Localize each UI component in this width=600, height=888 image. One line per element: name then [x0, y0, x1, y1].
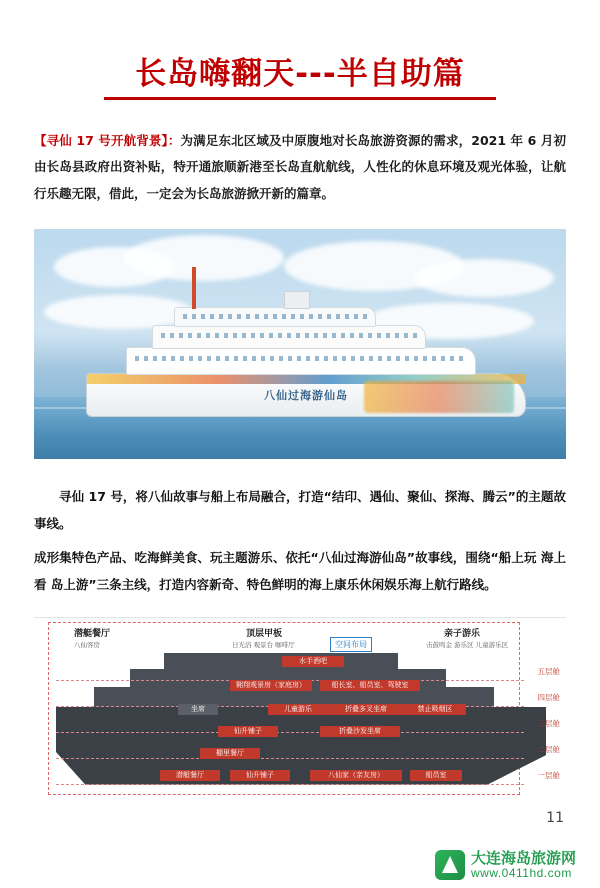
- diagram-category-label: 潜艇餐厅: [74, 628, 111, 639]
- deck-level-mark: 二层舱: [537, 744, 560, 754]
- deck-level-mark: 四层舱: [537, 692, 560, 702]
- deck-level-mark: 五层舱: [537, 666, 560, 676]
- window-row: [183, 314, 367, 319]
- site-watermark: [435, 850, 576, 880]
- ship-deck-upper: [174, 307, 376, 327]
- ship-photo: [34, 229, 566, 459]
- page-title: 长岛嗨翻天---半自助篇: [135, 56, 465, 92]
- deck-divider-line: [56, 784, 524, 785]
- cloud-shape: [414, 259, 554, 297]
- facility-chip: 仙升铺子: [218, 726, 278, 737]
- bow-artwork: [364, 381, 514, 413]
- body-paragraph-2: [34, 544, 566, 599]
- body-paragraph-1: [34, 483, 566, 538]
- watermark-url: www.0411hd.com: [470, 865, 572, 880]
- deck-level-mark: 一层舱: [537, 770, 560, 780]
- diagram-category-label: 顶层甲板: [246, 628, 283, 639]
- mountain-logo-icon: [435, 850, 465, 880]
- deck-divider-line: [56, 758, 524, 759]
- ship-funnel: [284, 291, 310, 309]
- intro-lead-label: 【寻仙 17 号开航背景】：: [34, 133, 181, 148]
- facility-chip: 船员室: [410, 770, 462, 781]
- title-underline: [104, 97, 496, 100]
- ship-deck-middle: [152, 325, 426, 349]
- diagram-category-sub: 八仙客房: [74, 640, 100, 649]
- facility-chip: 八仙家（亲友房）: [310, 770, 402, 781]
- facility-chip: 仙升铺子: [230, 770, 290, 781]
- diagram-category-sub: 击鼓鸣金 游乐区 儿童游乐区: [426, 640, 509, 649]
- facility-chip: 船长室、船员室、驾驶室: [320, 680, 420, 691]
- facility-chip: 潜艇餐厅: [160, 770, 220, 781]
- body-paragraph-2-text: 成形集特色产品、吃海鲜美食、玩主题游乐、依托“八仙过海游仙岛”故事线，围绕“船上玩 海上看 岛上游”三条主线，打造内容新奇、特色鲜明的海上康乐休闲娱乐海上航行路线。: [34, 549, 566, 593]
- deck-layout-diagram: [34, 617, 566, 803]
- body-paragraph-1-text: 寻仙 17 号，将八仙故事与船上布局融合，打造“结印、遇仙、聚仙、探海、腾云”的主题故事线。: [34, 488, 566, 532]
- deck-level-mark: 三层舱: [537, 718, 560, 728]
- window-row: [161, 333, 417, 338]
- document-page: [0, 48, 600, 888]
- deck-divider-line: [56, 732, 524, 733]
- ship-mast: [192, 267, 196, 309]
- facility-chip: 折叠多叉坐席: [326, 704, 406, 715]
- window-row: [135, 356, 467, 361]
- facility-chip: 禁止吸烟区: [404, 704, 466, 715]
- facility-chip: 棚里餐厅: [200, 748, 260, 759]
- ship-name-text: 八仙过海游仙岛: [264, 388, 348, 402]
- diagram-category-label: 亲子游乐: [444, 628, 481, 639]
- watermark-brand: 大连海岛旅游网: [470, 848, 576, 867]
- facility-chip: 翱翔观景房（家庭房）: [230, 680, 312, 691]
- facility-chip: 折叠沙发坐席: [320, 726, 400, 737]
- page-number: 11: [546, 810, 564, 826]
- intro-paragraph: [34, 128, 566, 207]
- ship-deck-lower: [126, 347, 476, 375]
- diagram-space-layout-box: 空间布局: [330, 637, 372, 652]
- facility-chip: 坐席: [178, 704, 218, 715]
- diagram-deck-4: [164, 653, 398, 669]
- intro-body-text: 为满足东北区域及中原腹地对长岛旅游资源的需求，2021 年 6 月初由长岛县政府出资补贴，特开通旅顺新港至长岛直航航线，人性化的休息环境及观光体验，让航行乐趣无限，借此，一定会为长岛旅游掀开新的篇章。: [34, 133, 566, 201]
- facility-chip: 儿童游乐: [268, 704, 328, 715]
- diagram-category-sub: 日光浴 观景台 咖啡厅: [232, 640, 295, 649]
- watermark-text: [470, 848, 576, 880]
- cloud-shape: [124, 235, 284, 281]
- facility-chip: 水手酒吧: [282, 656, 344, 667]
- cloud-shape: [44, 295, 194, 329]
- diagram-hull: [56, 707, 546, 785]
